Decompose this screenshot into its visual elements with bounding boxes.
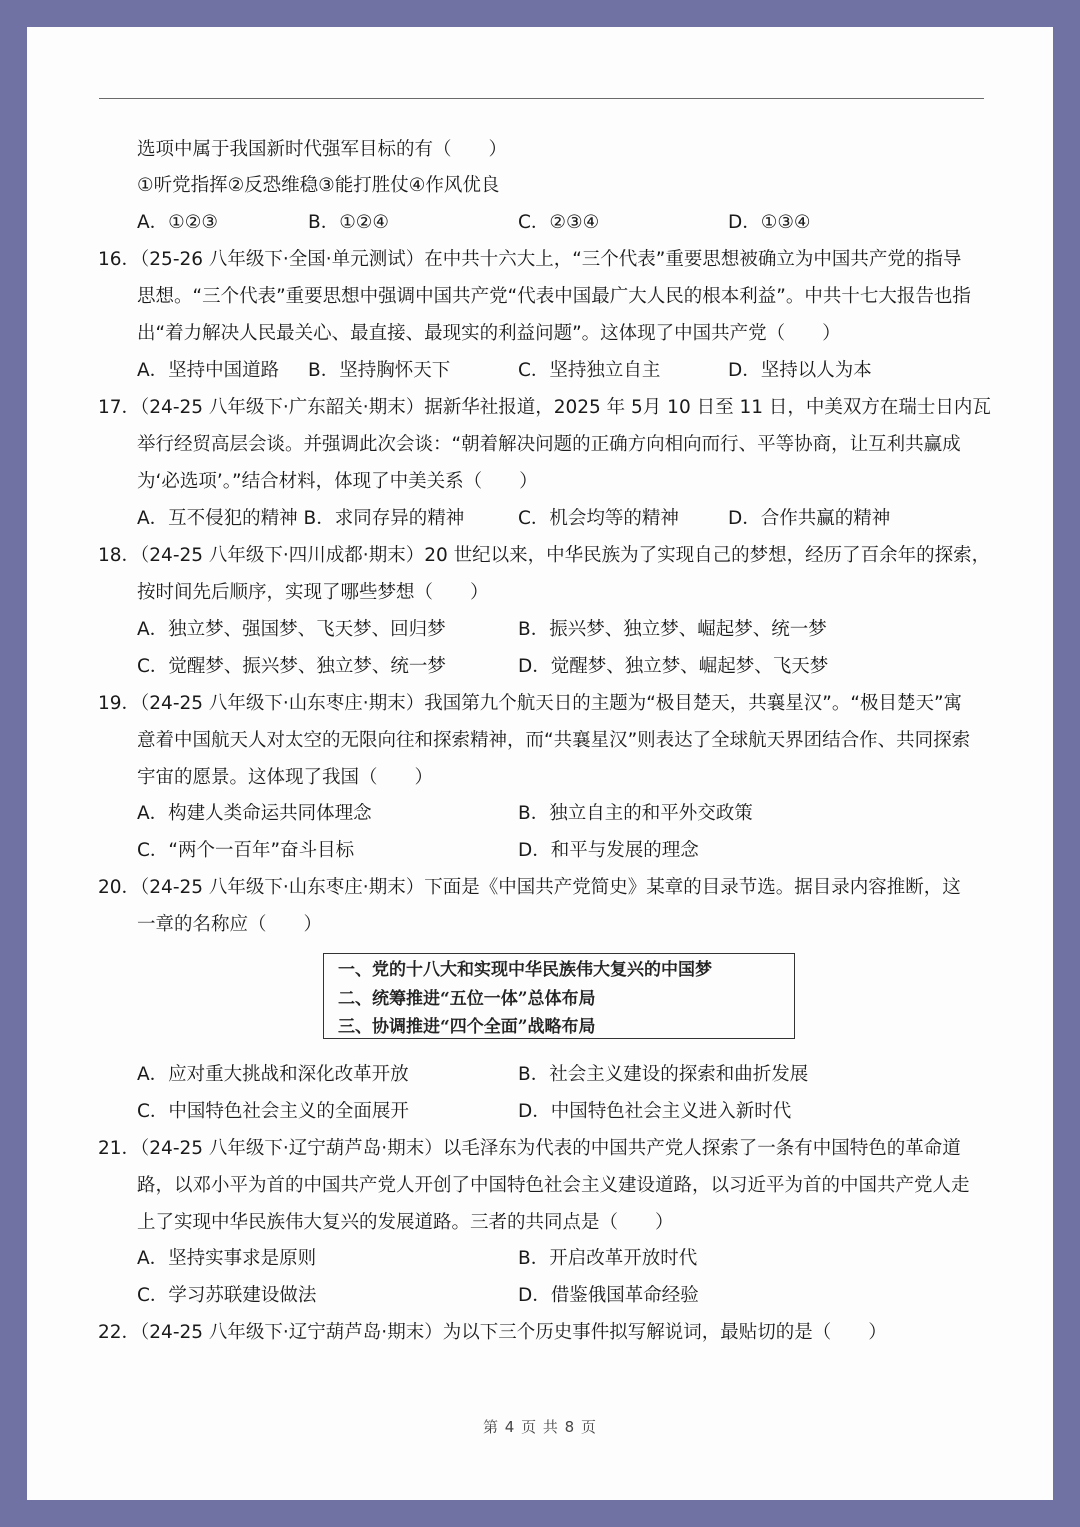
question-22: 22．（24-25 八年级下·辽宁葫芦岛·期末）为以下三个历史事件拟写解说词，最贴切的是（ ） [98,1322,887,1343]
question-18: 18．（24-25 八年级下·四川成都·期末）20 世纪以来，中华民族为了实现自己的梦想，经历了百余年的探索， [98,545,991,566]
option-a: A．坚持实事求是原则 [137,1248,317,1269]
option-d: D．觉醒梦、独立梦、崛起梦、飞天梦 [518,656,829,677]
toc-line: 二、统筹推进“五位一体”总体布局 [338,988,596,1009]
option-d: D．①③④ [728,212,811,233]
option-a: A．独立梦、强国梦、飞天梦、回归梦 [137,619,446,640]
text-line: 路，以邓小平为首的中国共产党人开创了中国特色社会主义建设道路，以习近平为首的中国共产党人走 [137,1175,970,1196]
option-a: A．构建人类命运共同体理念 [137,803,372,824]
text-line: 出“着力解决人民最关心、最直接、最现实的利益问题”。这体现了中国共产党（ ） [137,323,841,344]
option-d: D．合作共赢的精神 [728,508,891,529]
question-16: 16．（25-26 八年级下·全国·单元测试）在中共十六大上，“三个代表”重要思想被确立为中国共产党的指导 [98,249,962,270]
option-a: A．坚持中国道路 [137,360,280,381]
option-c: C．学习苏联建设做法 [137,1285,317,1306]
option-a: A．①②③ [137,212,218,233]
page-footer: 第 4 页 共 8 页 [483,1418,597,1436]
text-line: 为‘必选项’。”结合材料，体现了中美关系（ ） [137,471,538,492]
option-c: C．②③④ [518,212,600,233]
toc-line: 一、党的十八大和实现中华民族伟大复兴的中国梦 [338,960,712,980]
text-line: 上了实现中华民族伟大复兴的发展道路。三者的共同点是（ ） [137,1212,674,1233]
text-line: 一章的名称应（ ） [137,914,323,935]
option-c: C．“两个一百年”奋斗目标 [137,840,355,861]
option-b: B．社会主义建设的探索和曲折发展 [518,1064,809,1085]
question-19: 19．（24-25 八年级下·山东枣庄·期末）我国第九个航天日的主题为“极目楚天，共襄星汉”。“极目楚天”寓 [98,693,963,714]
question-21: 21．（24-25 八年级下·辽宁葫芦岛·期末）以毛泽东为代表的中国共产党人探索了一条有中国特色的革命道 [98,1138,961,1159]
header-rule [99,98,984,99]
option-d: D．坚持以人为本 [728,360,872,381]
option-d: D．中国特色社会主义进入新时代 [518,1101,792,1122]
option-c: C．觉醒梦、振兴梦、独立梦、统一梦 [137,656,446,677]
option-a: A．应对重大挑战和深化改革开放 [137,1064,409,1085]
option-d: D．借鉴俄国革命经验 [518,1285,699,1306]
text-line: 举行经贸高层会谈。并强调此次会谈：“朝着解决问题的正确方向相向而行、平等协商，让互利共赢成 [137,434,961,455]
option-b: B．坚持胸怀天下 [308,360,451,381]
text-line: ①听党指挥②反恐维稳③能打胜仗④作风优良 [137,175,500,196]
text-line: 按时间先后顺序，实现了哪些梦想（ ） [137,582,489,603]
option-a-b: A．互不侵犯的精神 B．求同存异的精神 [137,508,465,529]
exam-page [27,27,1053,1500]
option-c: C．中国特色社会主义的全面展开 [137,1101,409,1122]
question-20: 20．（24-25 八年级下·山东枣庄·期末）下面是《中国共产党简史》某章的目录节选。据目录内容推断，这 [98,877,961,898]
text-line: 思想。“三个代表”重要思想中强调中国共产党“代表中国最广大人民的根本利益”。中共十七大报告也指 [137,286,971,307]
question-17: 17．（24-25 八年级下·广东韶关·期末）据新华社报道，2025 年 5月 10 日至 11 日，中美双方在瑞士日内瓦 [98,397,991,418]
text-line: 宇宙的愿景。这体现了我国（ ） [137,767,434,788]
option-b: B．独立自主的和平外交政策 [518,803,753,824]
option-b: B．①②④ [308,212,389,233]
toc-excerpt-box [323,953,795,1039]
text-line: 选项中属于我国新时代强军目标的有（ ） [137,139,508,160]
option-c: C．坚持独立自主 [518,360,661,381]
option-b: B．开启改革开放时代 [518,1248,698,1269]
text-line: 意着中国航天人对太空的无限向往和探索精神，而“共襄星汉”则表达了全球航天界团结合作、共同探索 [137,730,971,751]
option-c: C．机会均等的精神 [518,508,679,529]
option-b: B．振兴梦、独立梦、崛起梦、统一梦 [518,619,827,640]
toc-line: 三、协调推进“四个全面”战略布局 [338,1017,596,1037]
option-d: D．和平与发展的理念 [518,840,699,861]
